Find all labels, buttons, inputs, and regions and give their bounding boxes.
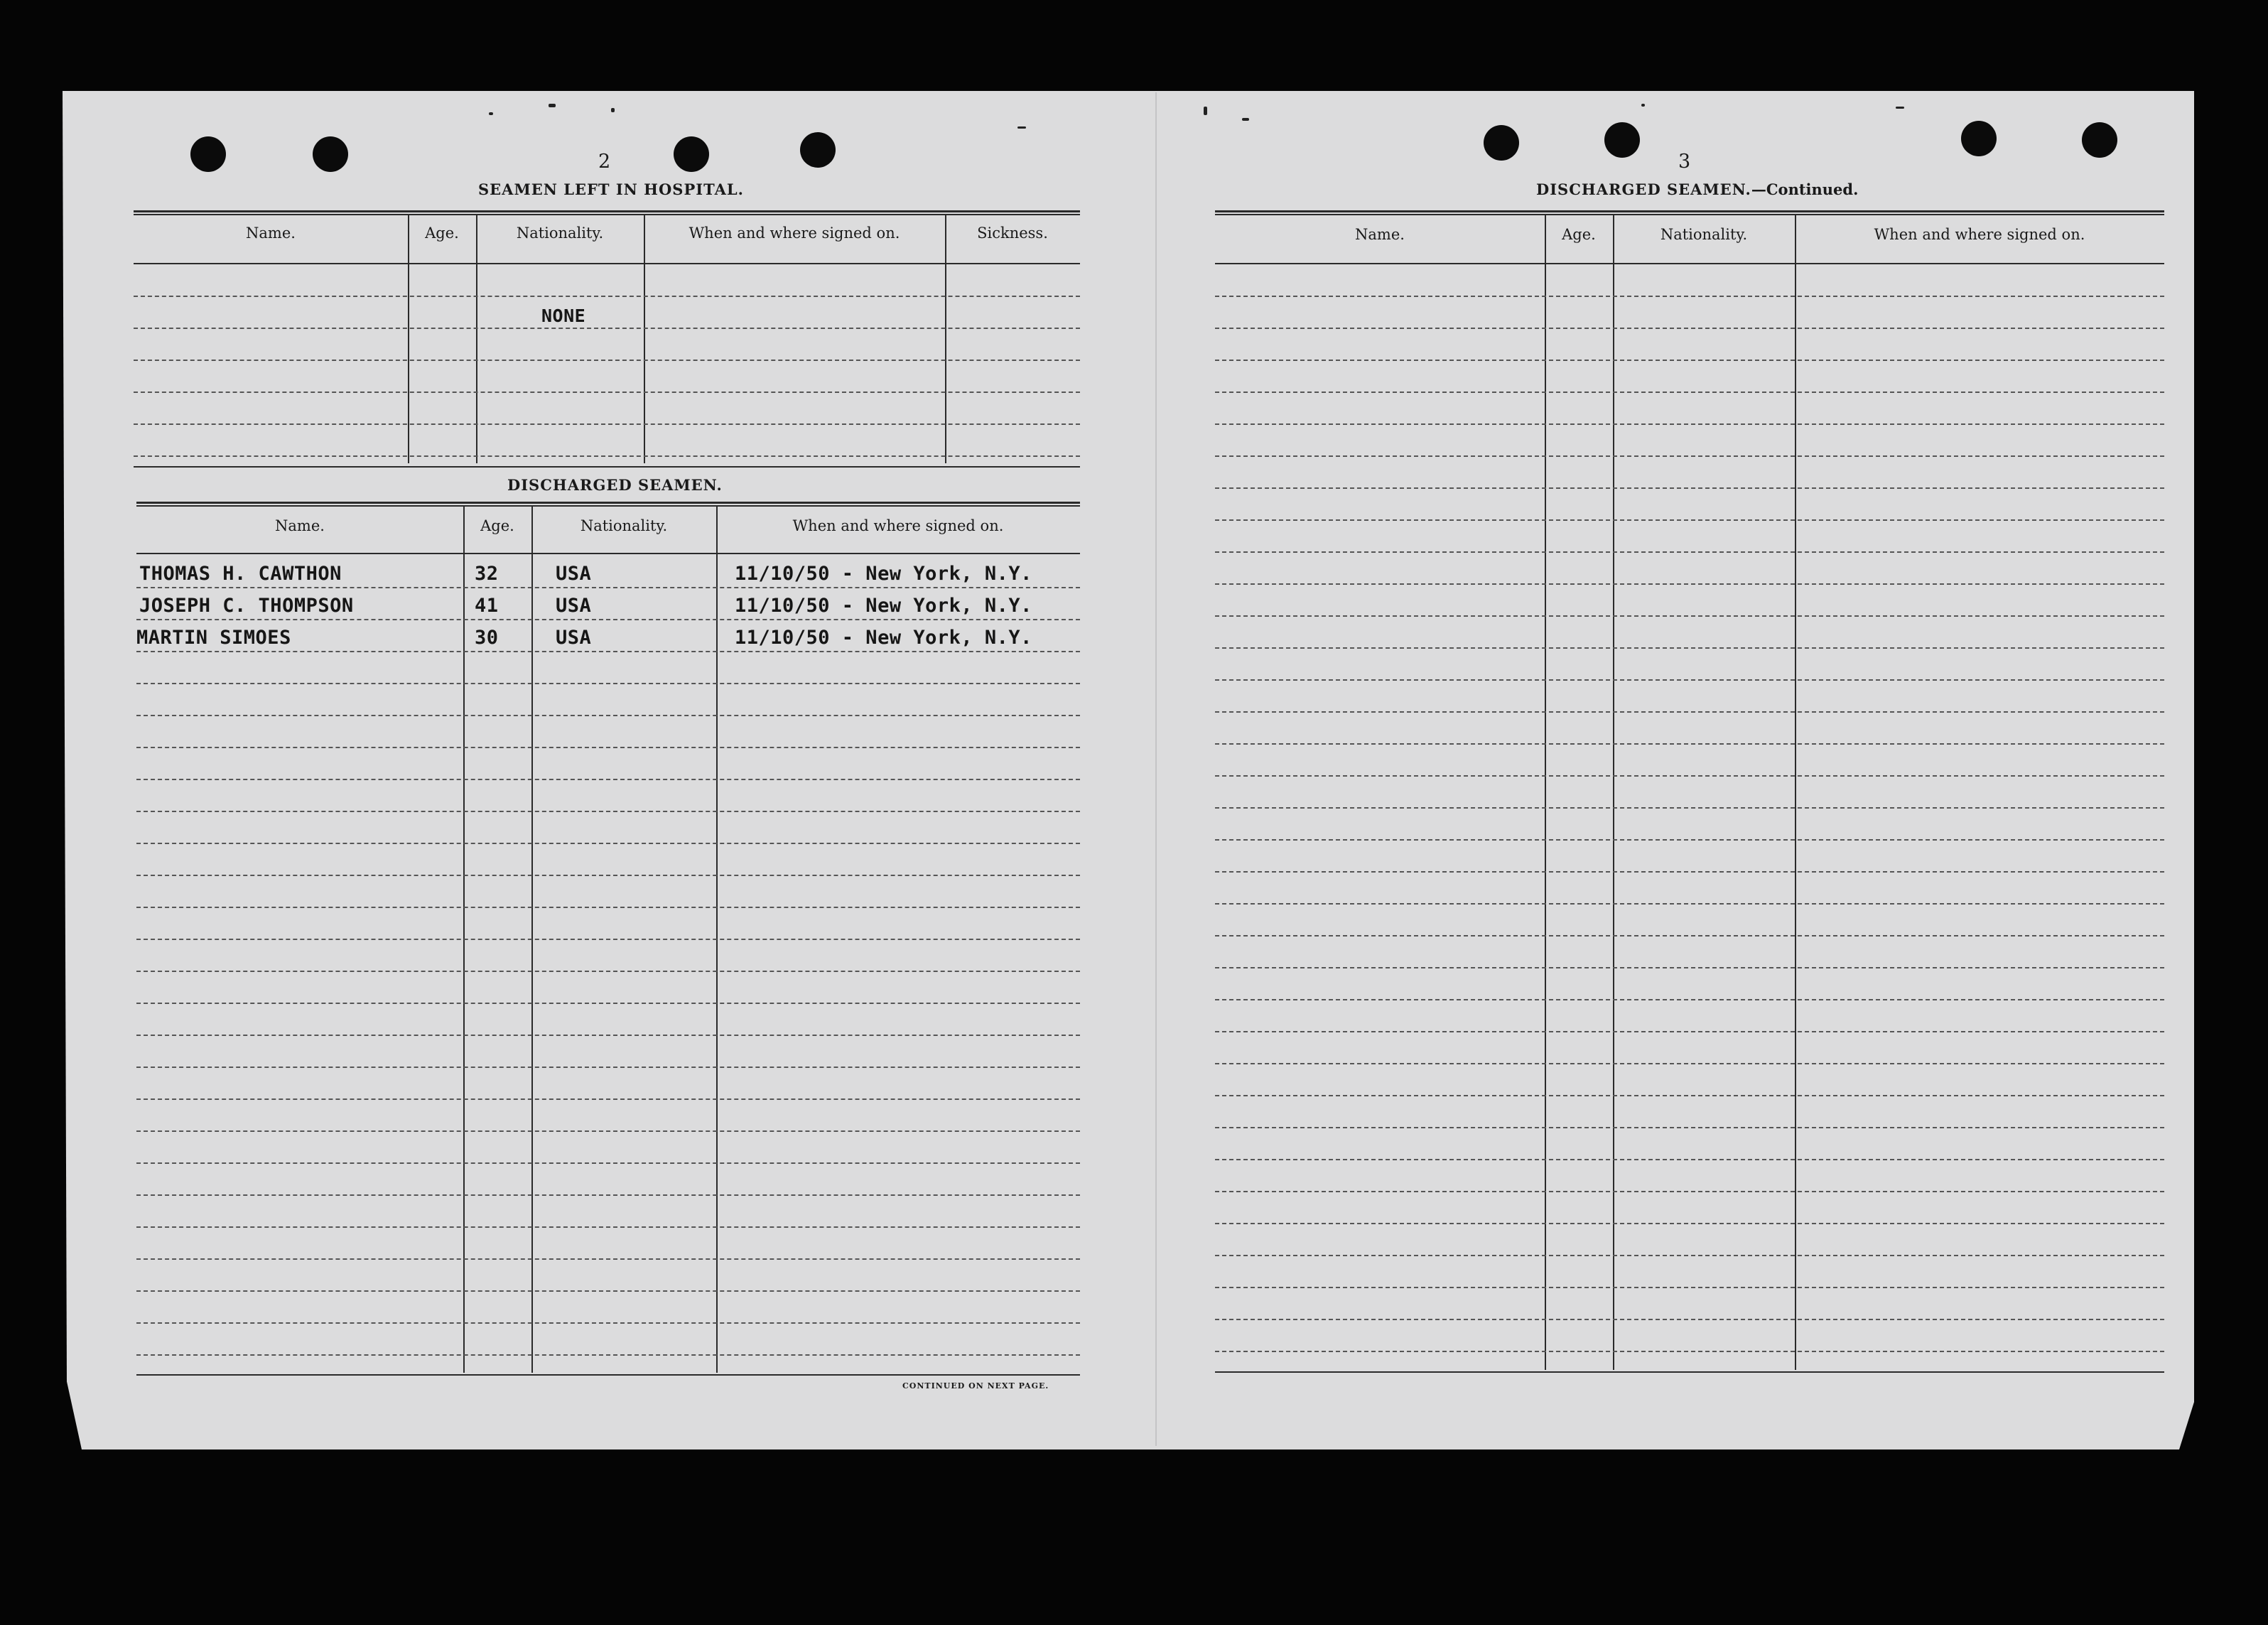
table-row-signed-on: 11/10/50 - New York, N.Y. <box>735 627 1032 649</box>
hospital-entry-none: NONE <box>541 306 586 326</box>
col-header-name: Name. <box>1355 226 1405 243</box>
scan-speck <box>1242 118 1249 121</box>
table-row-name: THOMAS H. CAWTHON <box>139 563 342 585</box>
col-header-nationality: Nationality. <box>1660 226 1748 243</box>
page-number: 3 <box>1678 151 1691 173</box>
table-row-age: 41 <box>475 595 499 617</box>
punch-hole <box>674 136 709 172</box>
punch-hole <box>1961 121 1997 156</box>
table-row-signed-on: 11/10/50 - New York, N.Y. <box>735 595 1032 617</box>
col-header-name: Name. <box>275 517 325 534</box>
col-header-signed-on: When and where signed on. <box>688 225 900 242</box>
scan-speck <box>611 108 615 112</box>
col-header-age: Age. <box>425 225 459 242</box>
punch-hole <box>2082 122 2117 158</box>
col-header-nationality: Nationality. <box>580 517 668 534</box>
punch-hole <box>800 132 836 168</box>
page-number: 2 <box>598 151 611 173</box>
scan-speck <box>1641 104 1645 107</box>
col-header-nationality: Nationality. <box>516 225 604 242</box>
scan-speck <box>549 104 556 107</box>
col-header-age: Age. <box>1562 226 1596 243</box>
scan-speck <box>1204 107 1207 115</box>
section-title-discharged-continued <box>1536 180 1858 198</box>
table-row-name: MARTIN SIMOES <box>136 627 291 649</box>
title-continued: —Continued. <box>1751 180 1859 198</box>
continued-footer: CONTINUED ON NEXT PAGE. <box>902 1381 1049 1391</box>
page-fold <box>1155 92 1157 1446</box>
table-row-age: 30 <box>475 627 499 649</box>
col-header-sickness: Sickness. <box>977 225 1048 242</box>
punch-hole <box>1604 122 1640 158</box>
scan-speck <box>1017 126 1026 129</box>
col-header-signed-on: When and where signed on. <box>1874 226 2085 243</box>
col-header-name: Name. <box>246 225 296 242</box>
table-row-nationality: USA <box>556 627 592 649</box>
table-row-nationality: USA <box>556 595 592 617</box>
title-main: DISCHARGED SEAMEN. <box>1536 180 1751 198</box>
col-header-signed-on: When and where signed on. <box>792 517 1004 534</box>
section-title-hospital: SEAMEN LEFT IN HOSPITAL. <box>478 180 744 198</box>
punch-hole <box>1484 125 1519 161</box>
scan-speck <box>489 112 493 115</box>
hospital-table <box>134 210 1080 468</box>
discharged-table <box>136 502 1080 1376</box>
table-row-nationality: USA <box>556 563 592 585</box>
punch-hole <box>190 136 226 172</box>
col-header-age: Age. <box>480 517 514 534</box>
table-row-signed-on: 11/10/50 - New York, N.Y. <box>735 563 1032 585</box>
scan-speck <box>1896 107 1904 109</box>
punch-hole <box>313 136 348 172</box>
section-title-discharged: DISCHARGED SEAMEN. <box>507 476 723 494</box>
discharged-continued-table <box>1215 210 2164 1376</box>
table-row-age: 32 <box>475 563 499 585</box>
table-row-name: JOSEPH C. THOMPSON <box>139 595 354 617</box>
